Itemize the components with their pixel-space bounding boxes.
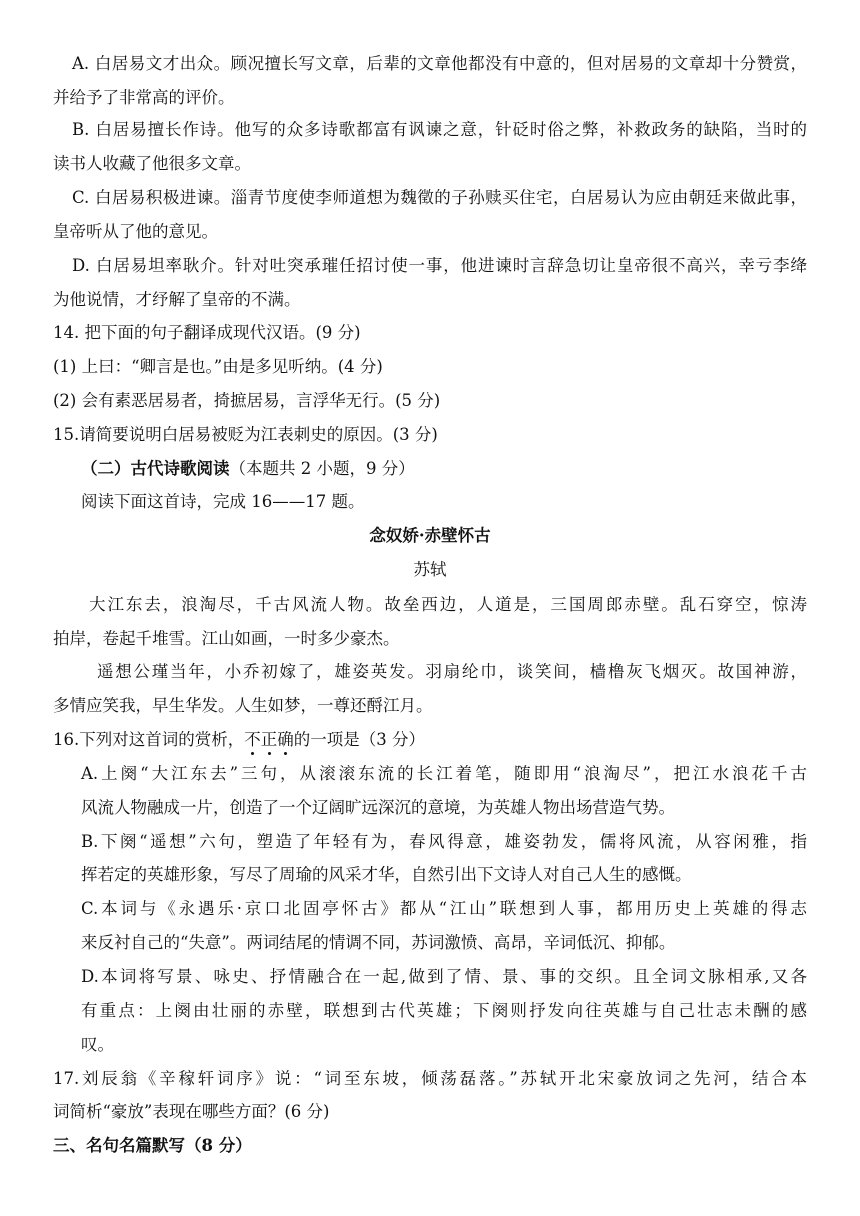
q13-option-d-line2: 为他说情，才纾解了皇帝的不满。: [53, 290, 301, 309]
q13-option-b-line1: B. 白居易擅长作诗。他写的众多诗歌都富有讽谏之意，针砭时俗之弊，补救政务的缺陷，当时的: [72, 120, 807, 139]
q16-option-b-line1: B.下阕“遥想”六句，塑造了年轻有为，春风得意，雄姿勃发，儒将风流，从容闲雅，指: [81, 832, 807, 851]
q13-option-a-line2: 并给予了非常高的评价。: [53, 88, 235, 107]
q13-option-b-line2: 读书人收藏了他很多文章。: [53, 154, 251, 173]
poem-title: 念奴娇·赤壁怀古: [369, 526, 491, 545]
emphasis-char-1: 不: [244, 730, 261, 749]
q13-option-c-line1: C. 白居易积极进谏。淄青节度使李师道想为魏徵的子孙赎买住宅，白居易认为应由朝廷来做此事，: [72, 188, 807, 207]
q16-option-a-line2: 风流人物融成一片，创造了一个辽阔旷远深沉的意境，为英雄人物出场营造气势。: [81, 798, 675, 817]
section-2-heading-text: （二）古代诗歌阅读: [81, 459, 230, 478]
q17-line2: 词简析“豪放”表现在哪些方面？(6 分): [53, 1102, 330, 1121]
q13-option-d-line1: D. 白居易坦率耿介。针对吐突承璀任招讨使一事，他进谏时言辞急切让皇帝很不高兴，幸亏李绛: [72, 256, 807, 275]
poem-stanza-2-line2: 多情应笑我，早生华发。人生如梦，一尊还酹江月。: [53, 696, 433, 715]
q16-option-d-line1: D.本词将写景、咏史、抒情融合在一起,做到了情、景、事的交织。且全词文脉相承,又各: [81, 967, 807, 986]
q15-title: 15.请简要说明白居易被贬为江表刺史的原因。(3 分): [53, 425, 438, 444]
section-3-heading: 三、名句名篇默写（8 分）: [53, 1136, 252, 1155]
poem-stanza-2-line1: 遥想公瑾当年，小乔初嫁了，雄姿英发。羽扇纶巾，谈笑间，樯橹灰飞烟灭。故国神游，: [97, 662, 807, 681]
q16-option-c-line1: C.本词与《永遇乐·京口北固亭怀古》都从“江山”联想到人事，都用历史上英雄的得志: [81, 899, 807, 918]
section-2-heading-note: （本题共 2 小题，9 分）: [229, 459, 415, 478]
q16-option-a-line1: A.上阕“大江东去”三句，从滚滚东流的长江着笔，随即用“浪淘尽”，把江水浪花千古: [81, 764, 807, 783]
q16-title-suffix: 的一项是（3 分）: [293, 730, 425, 749]
q16-option-d-line3: 叹。: [81, 1035, 114, 1054]
q13-option-c-line2: 皇帝听从了他的意见。: [53, 222, 218, 241]
emphasis-char-2: 正: [260, 730, 278, 749]
q14-sentence-2: (2) 会有素恶居易者，掎摭居易，言浮华无行。(5 分): [53, 391, 441, 410]
q16-title: [53, 730, 425, 750]
poem-instruction: 阅读下面这首诗，完成 16——17 题。: [81, 492, 365, 511]
q17-line1: 17.刘辰翁《辛稼轩词序》说：“词至东坡，倾荡磊落。”苏轼开北宋豪放词之先河，结合本: [53, 1069, 807, 1088]
q14-sentence-1: (1) 上曰：“卿言是也。”由是多见听纳。(4 分): [53, 357, 383, 376]
section-2-heading: [81, 459, 415, 479]
q16-option-c-line2: 来反衬自己的“失意”。两词结尾的情调不同，苏词激愤、高昂，辛词低沉、抑郁。: [81, 933, 676, 952]
q16-option-d-line2: 有重点：上阕由壮丽的赤壁，联想到古代英雄；下阕则抒发向往英雄与自己壮志未酬的感: [81, 1001, 807, 1020]
poem-author: 苏轼: [413, 560, 447, 579]
emphasis-char-3: 确: [277, 730, 294, 749]
q13-option-a-line1: A. 白居易文才出众。顾况擅长写文章，后辈的文章他都没有中意的，但对居易的文章却十分赞赏，: [72, 54, 807, 73]
q16-option-b-line2: 挥若定的英雄形象，写尽了周瑜的风采才华，自然引出下文诗人对自己人生的感慨。: [81, 865, 692, 884]
q16-title-prefix: 16.下列对这首词的赏析，: [53, 730, 245, 749]
poem-stanza-1-line1: 大江东去，浪淘尽，千古风流人物。故垒西边，人道是，三国周郎赤壁。乱石穿空，惊涛: [89, 595, 807, 614]
q14-title: 14. 把下面的句子翻译成现代汉语。(9 分): [53, 323, 361, 342]
poem-stanza-1-line2: 拍岸，卷起千堆雪。江山如画，一时多少豪杰。: [53, 629, 400, 648]
